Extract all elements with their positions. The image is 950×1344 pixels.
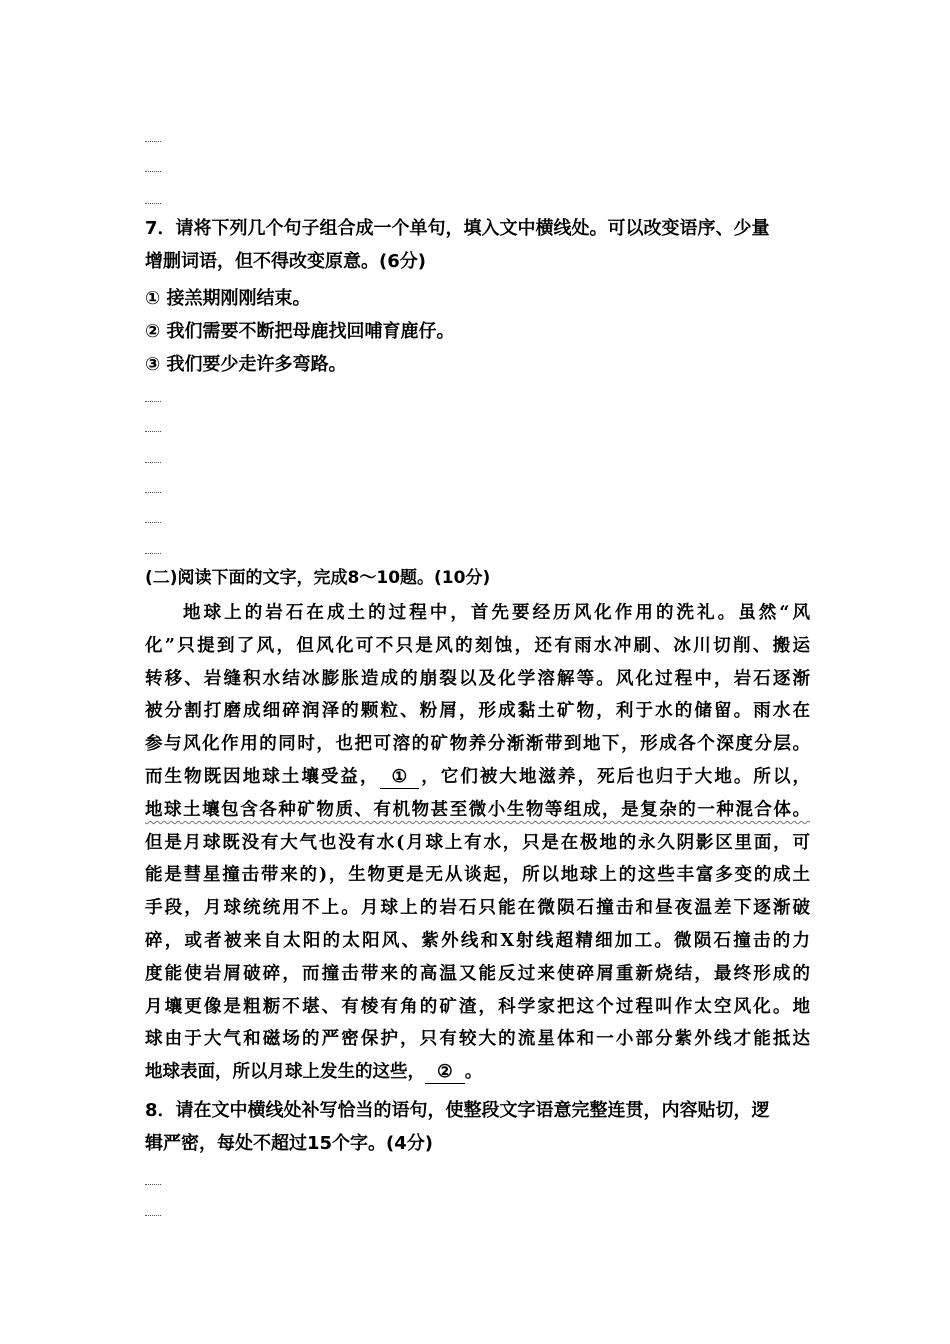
passage-line: 参与风化作用的同时，也把可溶的矿物养分渐渐带到地下，形成各个深度分层。 [145,734,810,755]
question-8 [145,1094,810,1160]
answer-line [145,168,161,172]
passage-line: 地球上的岩石在成土的过程中，首先要经历风化作用的洗礼。虽然“风 [183,603,810,623]
option-1: ① 接羔期刚刚结束。 [145,288,311,309]
passage-line: 化”只提到了风，但风化可不只是风的刻蚀，还有雨水冲刷、冰川切削、搬运 [145,635,810,656]
passage-line: 能是彗星撞击带来的)，生物更是无从谈起，所以地球上的这些丰富多变的成土 [145,865,810,886]
passage-line: 手段，月球统统用不上。月球上的岩石只能在微陨石撞击和昼夜温差下逐渐破 [145,898,810,919]
answer-line [145,550,161,554]
question-7 [145,212,810,278]
answer-line [145,428,161,432]
passage-text: 而生物既因地球土壤受益， [145,766,380,787]
passage-text: 。 [464,1062,483,1083]
passage-line: 但是月球既没有大气也没有水(月球上有水，只是在极地的永久阴影区里面，可 [145,832,810,853]
answer-line [145,200,161,204]
passage-text: ，它们被大地滋养，死后也归于大地。所以， [419,766,811,787]
passage-text: 地球表面，所以月球上发生的这些， [145,1062,425,1083]
option-2: ② 我们需要不断把母鹿找回哺育鹿仔。 [145,321,455,342]
passage-line [145,794,810,827]
passage-line: 月壤更像是粗粝不堪、有棱有角的矿渣，科学家把这个过程叫作太空风化。地 [145,996,810,1017]
answer-line [145,519,161,523]
section-heading: (二)阅读下面的文字，完成8～10题。(10分) [145,568,491,588]
passage-line: 被分割打磨成细碎润泽的颗粒、粉屑，形成黏土矿物，利于水的储留。雨水在 [145,701,810,722]
fill-blank-1[interactable]: ① [380,766,420,789]
passage-line [145,761,810,794]
passage-line [145,1056,810,1089]
answer-line [145,1212,161,1216]
passage-line: 转移、岩缝积水结冰膨胀造成的崩裂以及化学溶解等。风化过程中，岩石逐渐 [145,668,810,689]
answer-line [145,138,161,142]
answer-line [145,459,161,463]
question-8-line-2: 辑严密，每处不超过15个字。(4分) [145,1133,434,1154]
passage-line: 度能使岩屑破碎，而撞击带来的高温又能反过来使碎屑重新烧结，最终形成的 [145,963,810,984]
fill-blank-2[interactable]: ② [425,1061,465,1084]
question-7-line-2: 增删词语，但不得改变原意。(6分) [145,251,426,272]
answer-line [145,1181,161,1185]
option-3: ③ 我们要少走许多弯路。 [145,354,347,375]
answer-line [145,398,161,402]
wavy-underlined-sentence: 地球土壤包含各种矿物质、有机物甚至微小生物等组成，是复杂的一种混合体。 [145,799,810,820]
question-8-line-1: 8．请在文中横线处补写恰当的语句，使整段文字语意完整连贯，内容贴切，逻 [145,1100,770,1121]
question-7-line-1: 7．请将下列几个句子组合成一个单句，填入文中横线处。可以改变语序、少量 [145,218,770,239]
reading-passage [145,597,810,1089]
passage-line: 碎，或者被来自太阳的太阳风、紫外线和X射线超精细加工。微陨石撞击的力 [145,930,810,951]
passage-line: 球由于大气和磁场的严密保护，只有较大的流星体和一小部分紫外线才能抵达 [145,1029,810,1050]
answer-line [145,489,161,493]
